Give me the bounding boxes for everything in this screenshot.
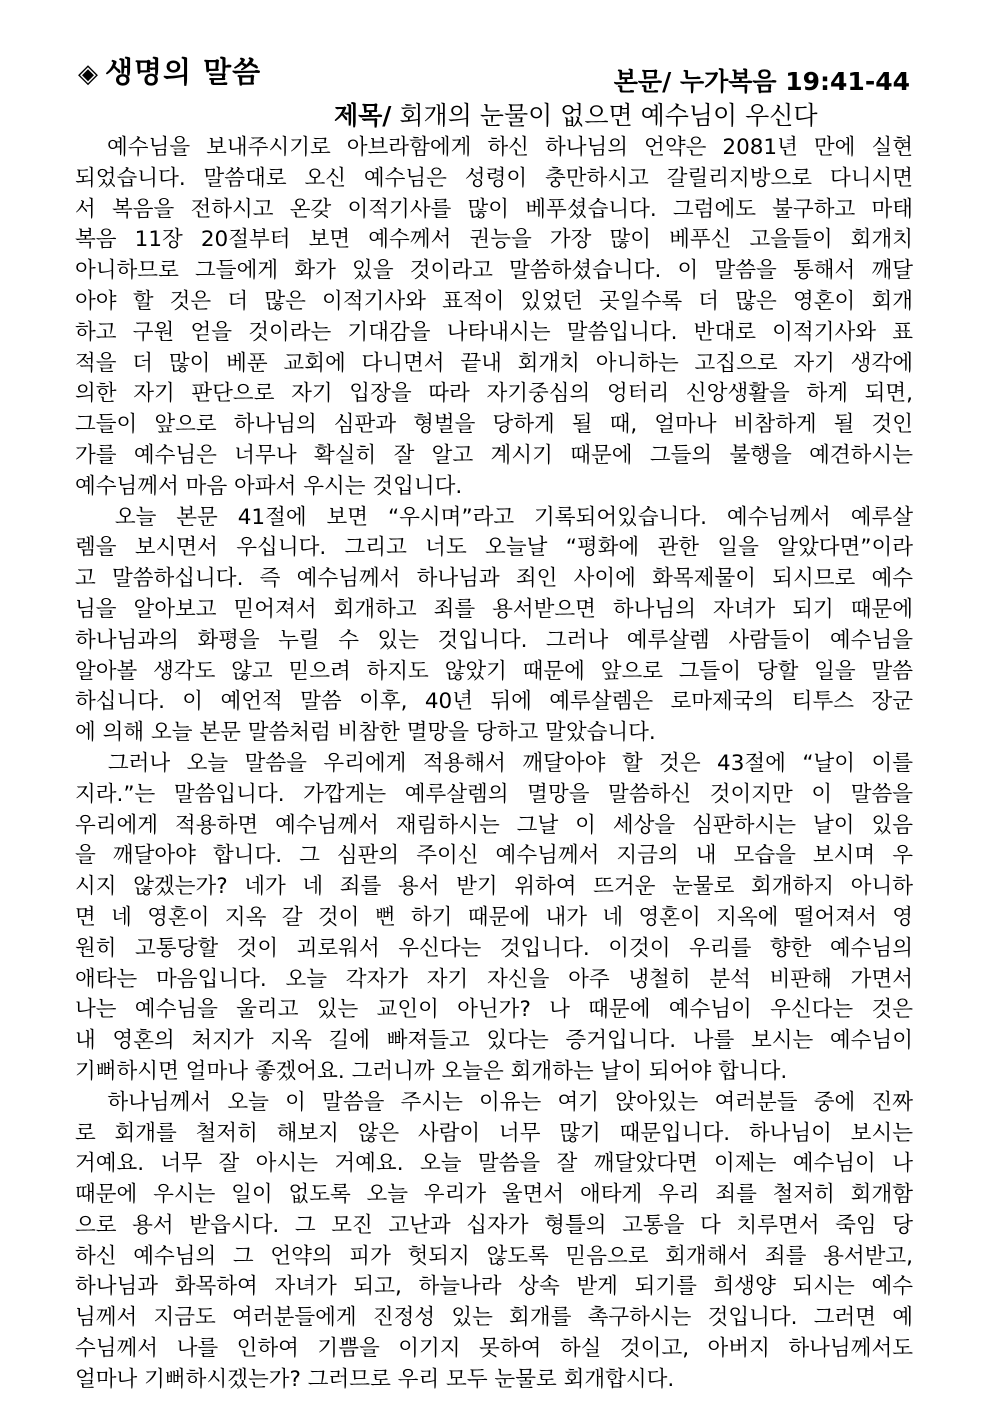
scripture-reference: [614, 62, 910, 98]
text-line: 을 깨달아야 합니다. 그 심판의 주이신 예수님께서 지금의 내 모습을 보시며 우: [75, 843, 913, 869]
section-heading: [78, 50, 261, 91]
sermon-body: [75, 133, 913, 1396]
text-line: 원히 고통당할 것이 괴로워서 우신다는 것입니다. 이것이 우리를 향한 예수님의: [75, 935, 913, 961]
reference-text: 누가복음 19:41-44: [679, 67, 910, 96]
text-line: 님께서 지금도 여러분들에게 진정성 있는 회개를 촉구하시는 것입니다. 그러면 예: [75, 1305, 913, 1331]
text-line: 에 의해 오늘 본문 말씀처럼 비참한 멸망을 당하고 말았습니다.: [75, 720, 656, 746]
title-text: 회개의 눈물이 없으면 예수님이 우신다: [399, 101, 818, 130]
text-line: 면 네 영혼이 지옥 갈 것이 뻔 하기 때문에 내가 네 영혼이 지옥에 떨어져서 영: [75, 904, 913, 930]
text-line: 하신 예수님의 그 언약의 피가 헛되지 않도록 믿음으로 회개해서 죄를 용서받고,: [75, 1243, 913, 1269]
text-line: 렘을 보시면서 우십니다. 그리고 너도 오늘날 “평화에 관한 일을 알았다면”이라: [75, 535, 913, 561]
text-line: 예수님께서 마음 아파서 우시는 것입니다.: [75, 473, 463, 499]
text-line: 고 말씀하십니다. 즉 예수님께서 하나님과 죄인 사이에 화목제물이 되시므로 예수: [75, 566, 913, 592]
text-line: 예수님을 보내주시기로 아브라함에게 하신 하나님의 언약은 2081년 만에 실현: [75, 135, 913, 160]
text-line: 님을 알아보고 믿어져서 회개하고 죄를 용서받으면 하나님의 자녀가 되기 때문에: [75, 596, 913, 622]
text-line: 지라.”는 말씀입니다. 가깝게는 예루살렘의 멸망을 말씀하신 것이지만 이 말씀을: [75, 781, 913, 807]
title-label: 제목/: [334, 101, 392, 130]
text-line: 하나님께서 오늘 이 말씀을 주시는 이유는 여기 앉아있는 여러분들 중에 진짜: [75, 1089, 913, 1115]
text-line: 우리에게 적용하면 예수님께서 재림하시는 그날 이 세상을 심판하시는 날이 있음: [75, 812, 913, 838]
text-line: 하나님과의 화평을 누릴 수 있는 것입니다. 그러나 예루살렘 사람들이 예수님을: [75, 627, 913, 653]
text-line: 그들이 앞으로 하나님의 심판과 형벌을 당하게 될 때, 얼마나 비참하게 될 것인: [75, 412, 913, 438]
text-line: 기뻐하시면 얼마나 좋겠어요. 그러니까 오늘은 회개하는 날이 되어야 합니다.: [75, 1058, 788, 1084]
text-line: 로 회개를 철저히 해보지 않은 사람이 너무 많기 때문입니다. 하나님이 보시는: [75, 1120, 913, 1146]
text-line: 시지 않겠는가? 네가 네 죄를 용서 받기 위하여 뜨거운 눈물로 회개하지 아니하: [75, 874, 913, 900]
text-line: 아니하므로 그들에게 화가 있을 것이라고 말씀하셨습니다. 이 말씀을 통해서 깨달: [75, 258, 913, 284]
text-line: 수님께서 나를 인하여 기쁨을 이기지 못하여 하실 것이고, 아버지 하나님께서도: [75, 1336, 913, 1362]
text-line: 거예요. 너무 잘 아시는 거예요. 오늘 말씀을 잘 깨달았다면 이제는 예수님이 나: [75, 1151, 913, 1177]
section-title: 생명의 말씀: [105, 55, 262, 89]
text-line: 하십니다. 이 예언적 말씀 이후, 40년 뒤에 예루살렘은 로마제국의 티투스 장군: [75, 689, 913, 715]
text-line: 얼마나 기뻐하시겠는가? 그러므로 우리 모두 눈물로 회개합시다.: [75, 1366, 675, 1392]
text-line: 내 영혼의 처지가 지옥 길에 빠져들고 있다는 증거입니다. 나를 보시는 예수님이: [75, 1028, 913, 1054]
sermon-title: [334, 96, 818, 132]
diamond-bullet-icon: ◈: [78, 59, 99, 89]
text-line: 때문에 우시는 일이 없도록 오늘 우리가 울면서 애타게 우리 죄를 철저히 회개함: [75, 1182, 913, 1208]
text-line: 알아볼 생각도 않고 믿으려 하지도 않았기 때문에 앞으로 그들이 당할 일을 말씀: [75, 658, 913, 684]
text-line: 아야 할 것은 더 많은 이적기사와 표적이 있었던 곳일수록 더 많은 영혼이 회개: [75, 288, 913, 314]
text-line: 서 복음을 전하시고 온갖 이적기사를 많이 베푸셨습니다. 그럼에도 불구하고 마태: [75, 196, 913, 222]
text-line: 오늘 본문 41절에 보면 “우시며”라고 기록되어있습니다. 예수님께서 예루살: [75, 504, 913, 530]
text-line: 적을 더 많이 베푼 교회에 다니면서 끝내 회개치 아니하는 고집으로 자기 생각에: [75, 350, 913, 376]
text-line: 으로 용서 받읍시다. 그 모진 고난과 십자가 형틀의 고통을 다 치루면서 죽임 당: [75, 1212, 913, 1238]
text-line: 되었습니다. 말씀대로 오신 예수님은 성령이 충만하시고 갈릴리지방으로 다니시면: [75, 165, 913, 191]
text-line: 하고 구원 얻을 것이라는 기대감을 나타내시는 말씀입니다. 반대로 이적기사와 표: [75, 319, 913, 345]
text-line: 그러나 오늘 말씀을 우리에게 적용해서 깨달아야 할 것은 43절에 “날이 이를: [75, 750, 913, 776]
text-line: 복음 11장 20절부터 보면 예수께서 권능을 가장 많이 베푸신 고을들이 회개치: [75, 227, 913, 253]
text-line: 의한 자기 판단으로 자기 입장을 따라 자기중심의 엉터리 신앙생활을 하게 되면,: [75, 381, 913, 407]
text-line: 나는 예수님을 울리고 있는 교인이 아닌가? 나 때문에 예수님이 우신다는 것은: [75, 997, 913, 1023]
text-line: 애타는 마음입니다. 오늘 각자가 자기 자신을 아주 냉철히 분석 비판해 가면서: [75, 966, 913, 992]
reference-label: 본문/: [613, 67, 672, 96]
text-line: 가를 예수님은 너무나 확실히 잘 알고 계시기 때문에 그들의 불행을 예견하시는: [75, 442, 913, 468]
text-line: 하나님과 화목하여 자녀가 되고, 하늘나라 상속 받게 되기를 희생양 되시는 예수: [75, 1274, 913, 1300]
